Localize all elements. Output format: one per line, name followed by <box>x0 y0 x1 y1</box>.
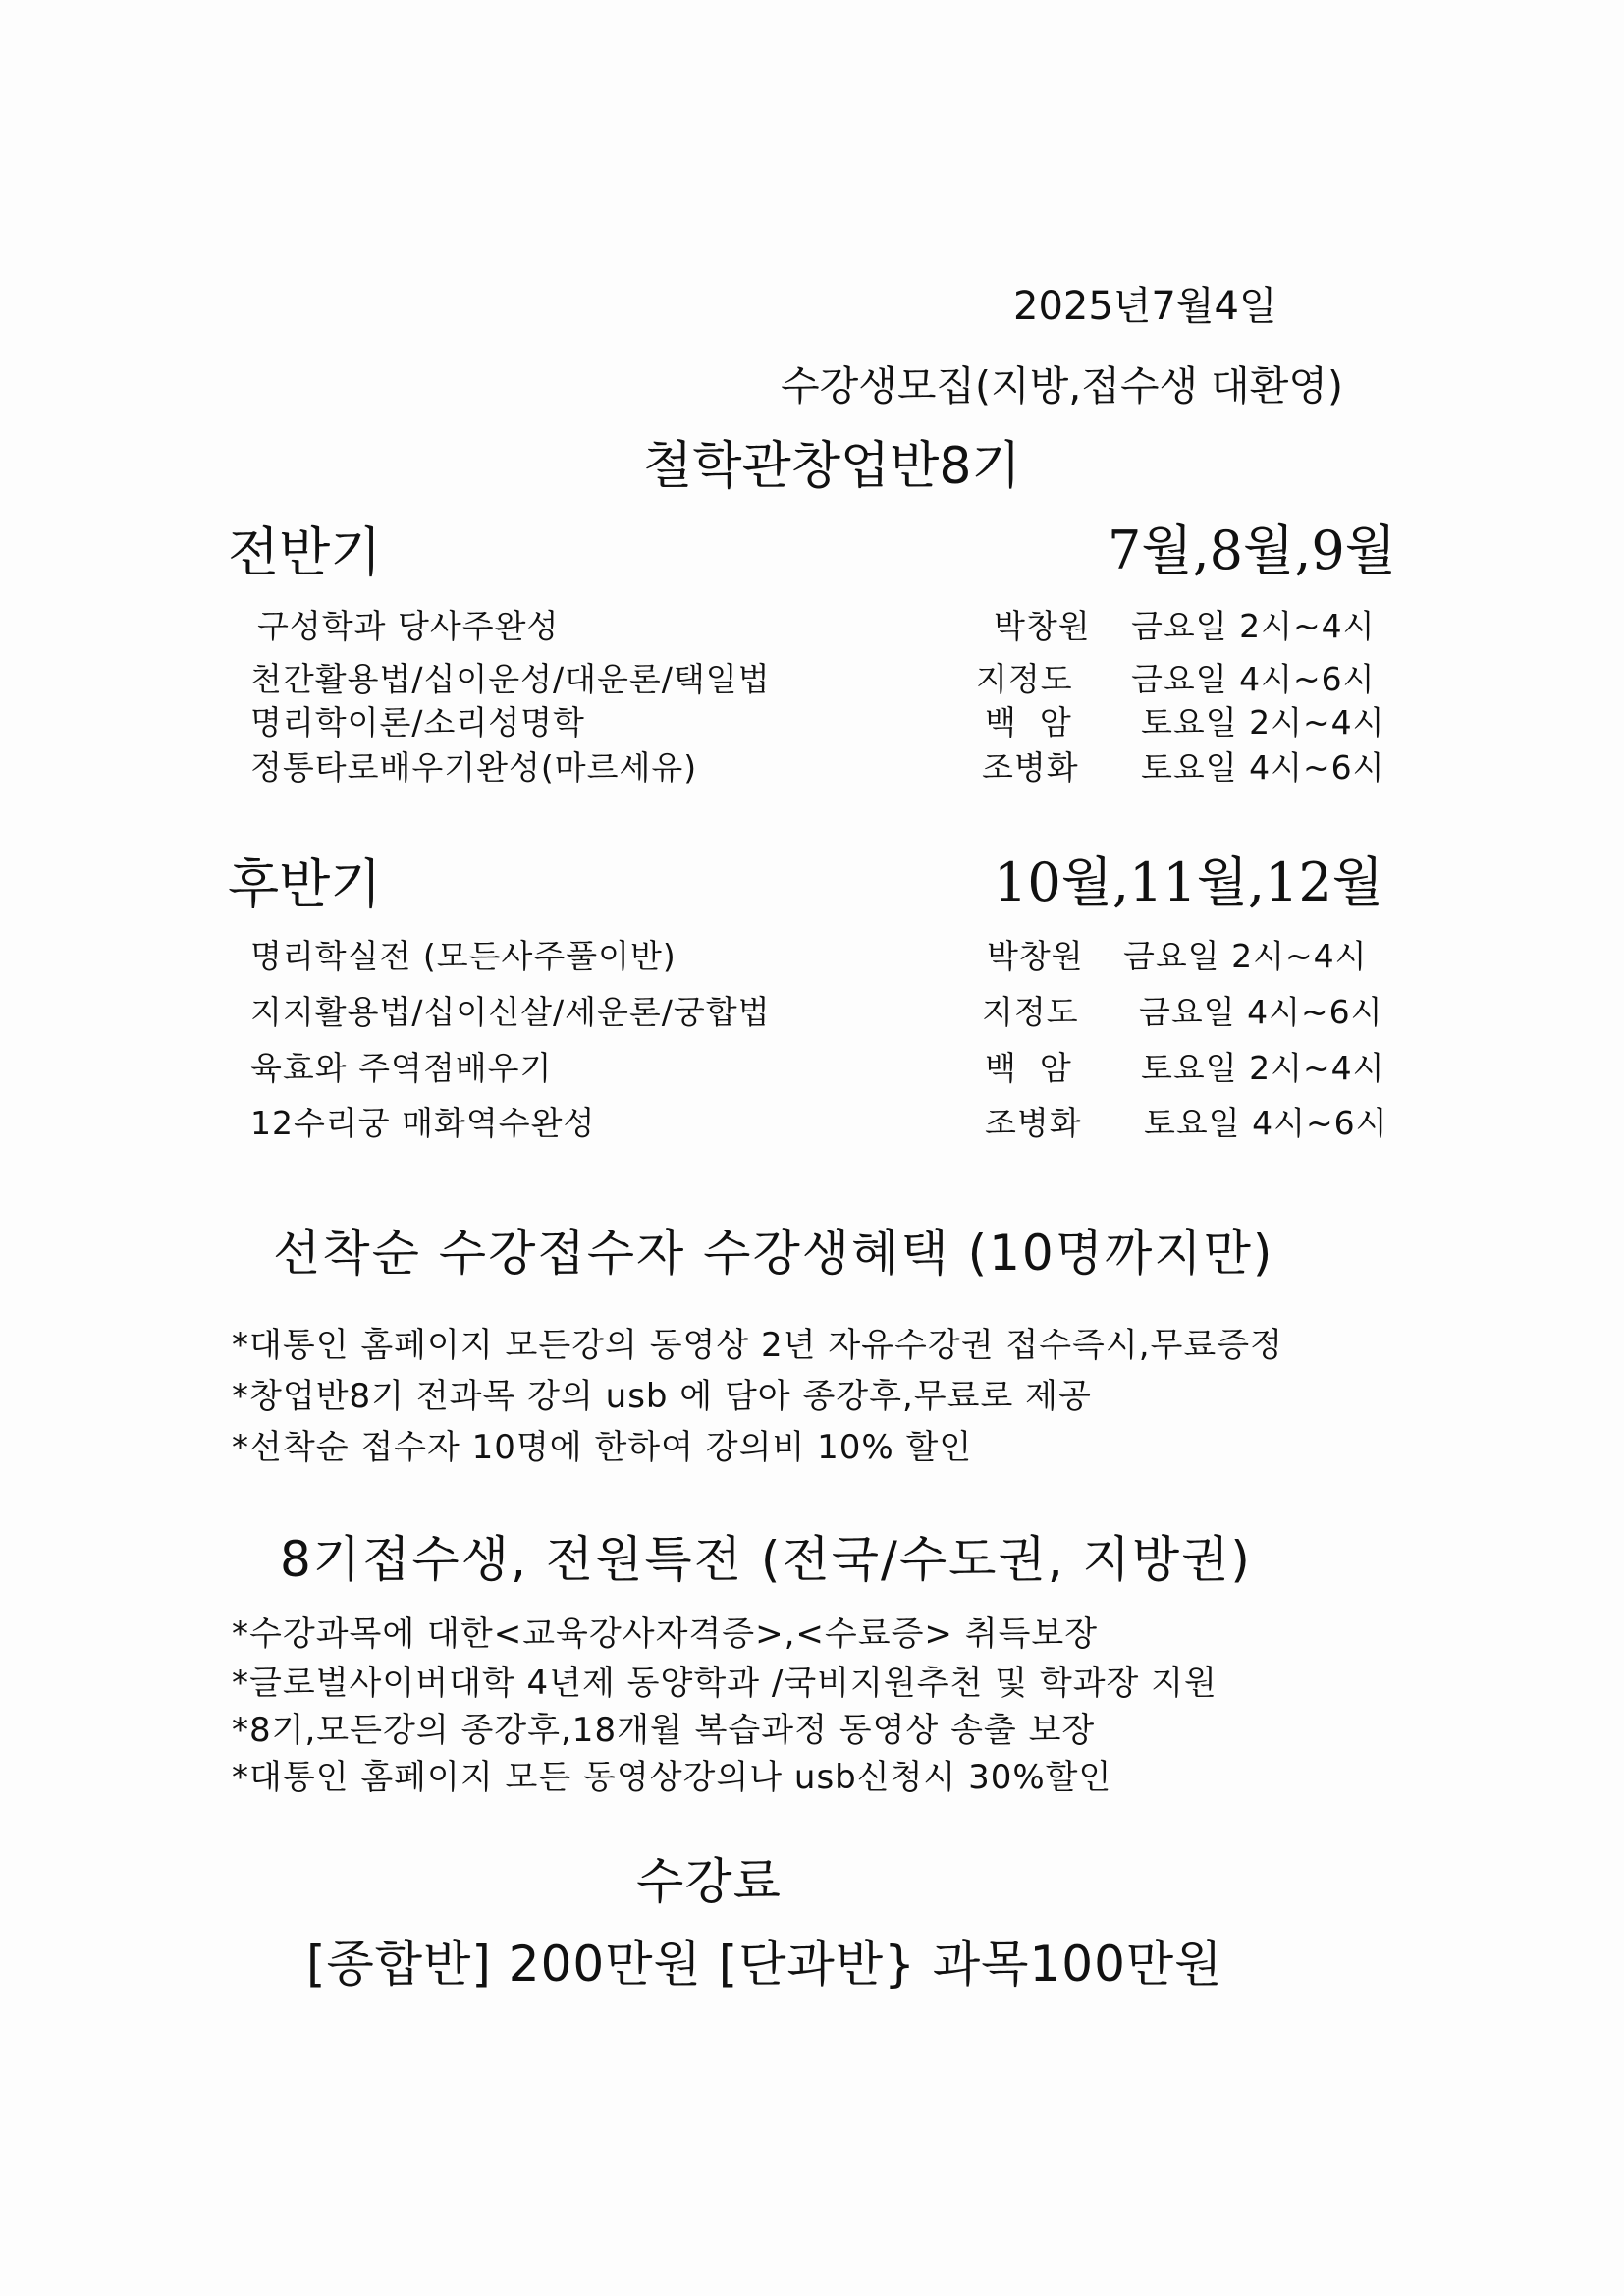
course-name: 지지활용법/십이신살/세운론/궁합법 <box>250 993 771 1031</box>
fee-detail: [종합반] 200만원 [단과반} 과목100만원 <box>306 1936 1223 1993</box>
course-name: 명리학이론/소리성명학 <box>250 703 585 741</box>
second-half-months: 10월,11월,12월 <box>994 851 1383 913</box>
class-time: 금요일 4시~6시 <box>1131 660 1376 698</box>
recruit-notice: 수강생모집(지방,접수생 대환영) <box>781 362 1343 410</box>
list-item: *선착순 접수자 10명에 한하여 강의비 10% 할인 <box>232 1428 973 1467</box>
teacher-name: 백 암 <box>985 703 1072 741</box>
class-time: 금요일 2시~4시 <box>1131 607 1376 645</box>
date-line: 2025년7월4일 <box>1013 284 1277 329</box>
list-item: *대통인 홈페이지 모든 동영상강의나 usb신청시 30%할인 <box>232 1758 1112 1797</box>
fee-label: 수강료 <box>636 1853 782 1910</box>
teacher-name: 지정도 <box>976 660 1073 698</box>
list-item: *8기,모든강의 종강후,18개월 복습과정 동영상 송출 보장 <box>232 1711 1096 1750</box>
teacher-name: 박창원 <box>987 937 1084 975</box>
class-time: 토요일 4시~6시 <box>1141 748 1385 787</box>
second-half-label: 후반기 <box>228 853 382 915</box>
first-half-label: 전반기 <box>228 521 382 583</box>
course-name: 정통타로배우기완성(마르세유) <box>250 748 698 787</box>
course-name: 육효와 주역점배우기 <box>250 1049 553 1087</box>
class-time: 토요일 4시~6시 <box>1144 1104 1388 1142</box>
teacher-name: 백 암 <box>985 1049 1072 1087</box>
teacher-name: 조병화 <box>985 1104 1082 1142</box>
teacher-name: 지정도 <box>982 993 1079 1031</box>
perks-heading: 8기접수생, 전원특전 (전국/수도권, 지방권) <box>280 1531 1252 1588</box>
course-name: 12수리궁 매화역수완성 <box>250 1104 596 1142</box>
teacher-name: 조병화 <box>982 748 1079 787</box>
list-item: *글로벌사이버대학 4년제 동양학과 /국비지원추천 및 학과장 지원 <box>232 1664 1218 1703</box>
first-half-months: 7월,8월,9월 <box>1108 519 1396 581</box>
class-time: 금요일 4시~6시 <box>1139 993 1383 1031</box>
benefits-heading: 선착순 수강접수자 수강생혜택 (10명까지만) <box>273 1225 1274 1282</box>
teacher-name: 박창원 <box>994 607 1091 645</box>
list-item: *창업반8기 전과목 강의 usb 에 담아 종강후,무료로 제공 <box>232 1377 1092 1416</box>
class-time: 금요일 2시~4시 <box>1123 937 1368 975</box>
class-time: 토요일 2시~4시 <box>1141 703 1385 741</box>
page-title: 철학관창업반8기 <box>643 437 1021 496</box>
class-time: 토요일 2시~4시 <box>1141 1049 1385 1087</box>
list-item: *대통인 홈페이지 모든강의 동영상 2년 자유수강권 접수즉시,무료증정 <box>232 1326 1283 1365</box>
course-name: 구성학과 당사주완성 <box>257 607 560 645</box>
course-name: 명리학실전 (모든사주풀이반) <box>250 937 677 975</box>
list-item: *수강과목에 대한<교육강사자격증>,<수료증> 취득보장 <box>232 1614 1099 1654</box>
course-name: 천간활용법/십이운성/대운론/택일법 <box>250 660 771 698</box>
